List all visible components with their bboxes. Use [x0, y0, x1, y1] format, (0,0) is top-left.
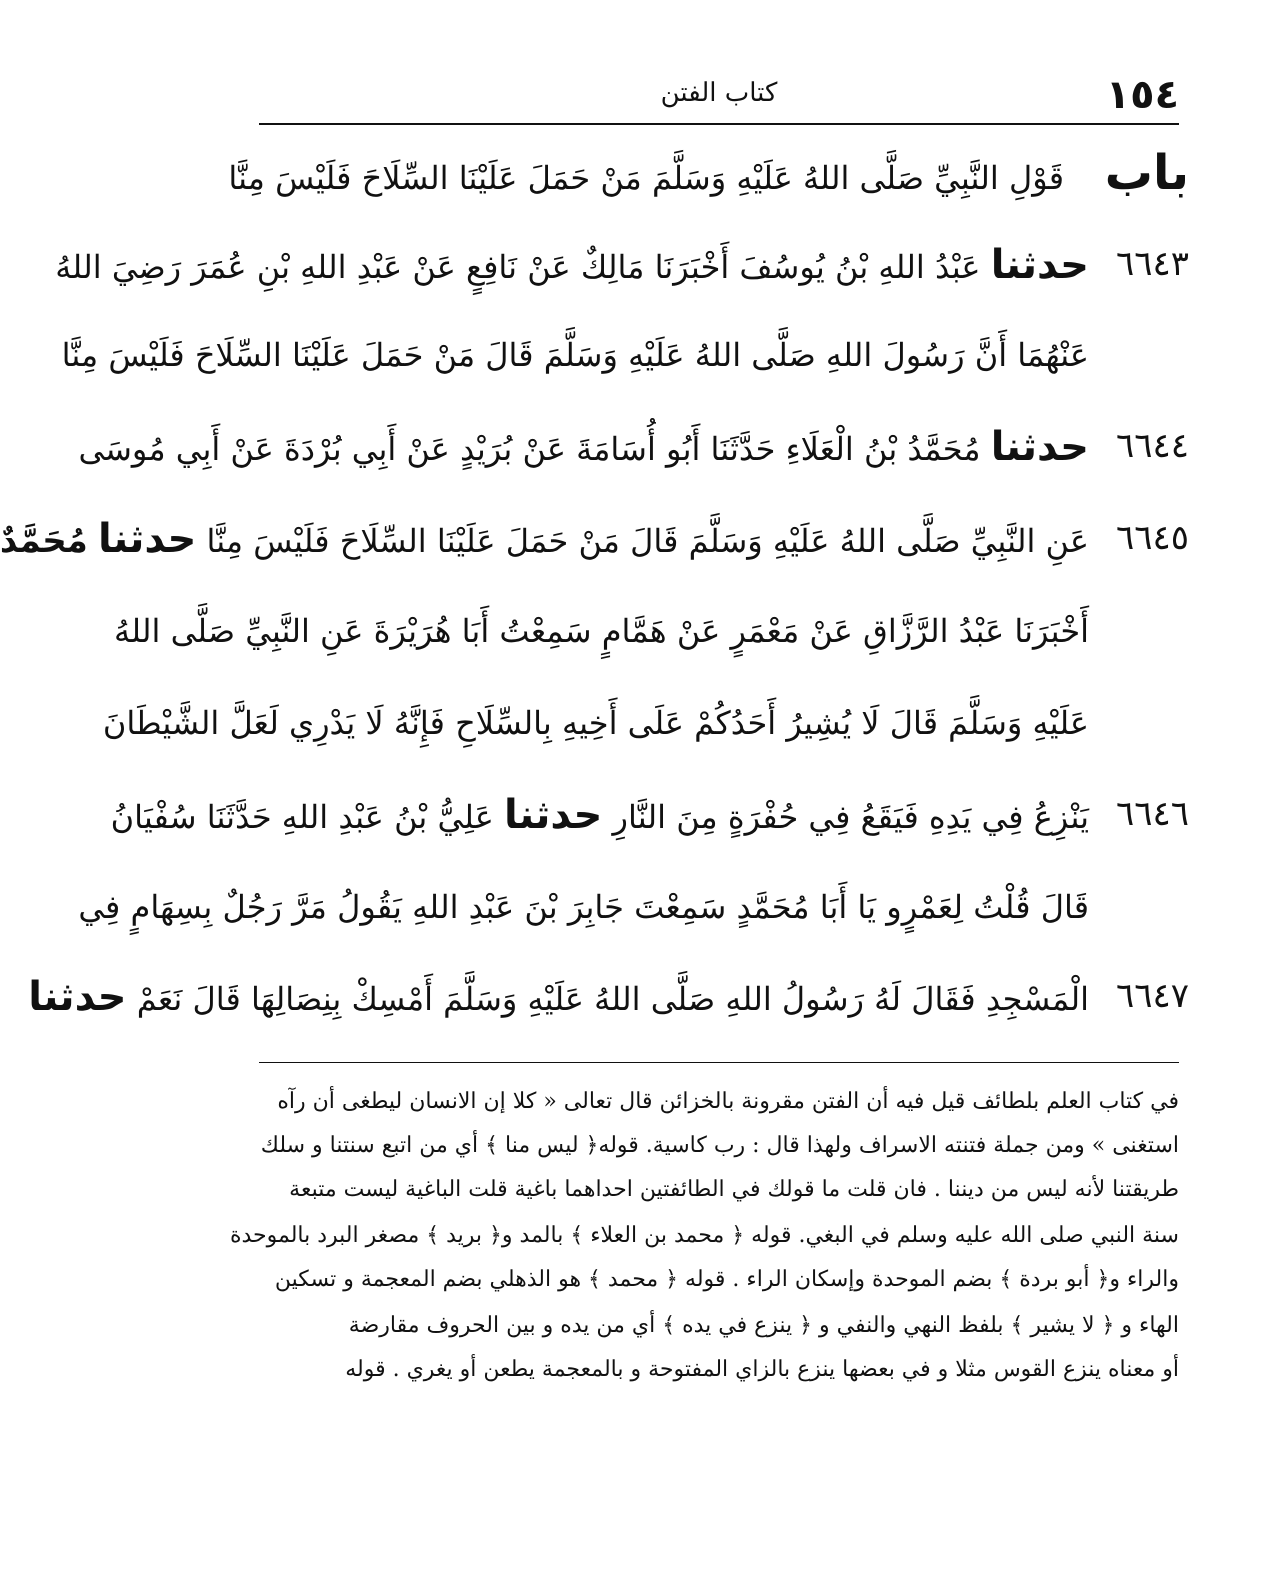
chapter-title: قَوْلِ النَّبِيِّ صَلَّى اللهُ عَلَيْهِ وَسَلَّمَ مَنْ حَمَلَ عَلَيْنَا السِّلَاحَ فَلَيْسَ مِنَّا	[228, 159, 1065, 197]
footnote-line: والراء و﴿ أبو بردة ﴾ بضم الموحدة وإسكان الراء . قوله ﴿ محمد ﴾ هو الذهلي بضم المعجمة و تسكين	[274, 1267, 1179, 1292]
haddathana-word: حدثنا	[28, 974, 127, 1020]
hadith-number: ٦٦٤٦	[1115, 794, 1189, 834]
hadith-line	[55, 232, 1189, 302]
running-title: كتاب الفتن	[660, 78, 778, 108]
haddathana-word: حدثنا	[98, 516, 197, 562]
hadith-number: ٦٦٤٥	[1115, 518, 1189, 558]
hadith-line	[28, 964, 1189, 1034]
header-rule	[259, 123, 1179, 125]
hadith-line	[114, 598, 1189, 668]
isnad-text: عَلِيُّ بْنُ عَبْدِ اللهِ حَدَّثَنَا سُفْيَانُ	[110, 798, 494, 836]
haddathana-word: حدثنا	[990, 424, 1089, 470]
hadith-number: ٦٦٤٧	[1115, 976, 1189, 1016]
footnote-line: طريقتنا لأنه ليس من ديننا . فان قلت ما قولك في الطائفتين احداهما باغية قلت الباغية ليست متبعة	[289, 1177, 1179, 1202]
hadith-number: ٦٦٤٣	[1115, 244, 1189, 284]
hadith-text: أَخْبَرَنَا عَبْدُ الرَّزَّاقِ عَنْ مَعْمَرٍ عَنْ هَمَّامٍ سَمِعْتُ أَبَا هُرَيْرَةَ عَنِ النَّبِيِّ صَلَّى اللهُ	[114, 612, 1089, 650]
footnote-line: استغنى » ومن جملة فتنته الاسراف ولهذا قال : رب كاسية. قوله﴿ ليس منا ﴾ أي من اتبع سنتنا و سلك	[260, 1133, 1179, 1158]
hadith-text	[78, 422, 1089, 474]
footnote-line: الهاء و ﴿ لا يشير ﴾ بلفظ النهي والنفي و ﴿ ينزع في يده ﴾ أي من يده و بين الحروف مقارضة	[348, 1313, 1179, 1338]
isnad-text: مُحَمَّدُ بْنُ الْعَلَاءِ حَدَّثَنَا أَبُو أُسَامَةَ عَنْ بُرَيْدٍ عَنْ أَبِي بُرْدَةَ عَنْ أَبِي مُوسَى	[78, 430, 981, 468]
matn-text: الْمَسْجِدِ فَقَالَ لَهُ رَسُولُ اللهِ صَلَّى اللهُ عَلَيْهِ وَسَلَّمَ أَمْسِكْ بِنِصَالِهَا قَالَ نَعَمْ	[136, 980, 1089, 1018]
footnote-separator	[259, 1062, 1179, 1063]
matn-text: عَنِ النَّبِيِّ صَلَّى اللهُ عَلَيْهِ وَسَلَّمَ قَالَ مَنْ حَمَلَ عَلَيْنَا السِّلَاحَ فَلَيْسَ مِنَّا	[206, 522, 1089, 560]
hadith-line	[78, 874, 1189, 944]
hadith-text	[0, 514, 1089, 566]
page-number: ١٥٤	[1105, 72, 1179, 118]
hadith-text: عَنْهُمَا أَنَّ رَسُولَ اللهِ صَلَّى اللهُ عَلَيْهِ وَسَلَّمَ قَالَ مَنْ حَمَلَ عَلَيْنَا السِّلَاحَ فَلَيْسَ مِنَّا	[61, 336, 1089, 374]
chapter-heading-text	[228, 145, 1189, 203]
chapter-heading-line	[228, 140, 1189, 210]
haddathana-word: حدثنا	[504, 792, 603, 838]
hadith-text	[55, 240, 1089, 292]
footnote-line: في كتاب العلم بلطائف قيل فيه أن الفتن مقرونة بالخزائن قال تعالى « كلا إن الانسان ليطغى أن رآه	[277, 1089, 1179, 1114]
haddathana-word: حدثنا	[990, 242, 1089, 288]
hadith-line	[61, 322, 1189, 392]
hadith-number: ٦٦٤٤	[1115, 426, 1189, 466]
hadith-line	[78, 414, 1189, 484]
hadith-line	[110, 782, 1189, 852]
hadith-text: عَلَيْهِ وَسَلَّمَ قَالَ لَا يُشِيرُ أَحَدُكُمْ عَلَى أَخِيهِ بِالسِّلَاحِ فَإِنَّهُ لَا يَدْرِي لَعَلَّ الشَّيْطَانَ	[102, 704, 1089, 742]
matn-text: يَنْزِعُ فِي يَدِهِ فَيَقَعُ فِي حُفْرَةٍ مِنَ النَّارِ	[612, 798, 1089, 836]
footnote-line: أو معناه ينزع القوس مثلا و في بعضها ينزع بالزاي المفتوحة و بالمعجمة يطعن أو يغري . قوله	[345, 1357, 1179, 1382]
narrator-name: مُحَمَّدٌ	[0, 521, 88, 561]
hadith-text	[110, 790, 1089, 842]
page-header	[259, 70, 1179, 122]
footnote-line: سنة النبي صلى الله عليه وسلم في البغي. قوله ﴿ محمد بن العلاء ﴾ بالمد و﴿ بريد ﴾ مصغر البرد بالموحدة	[229, 1223, 1179, 1248]
hadith-text: قَالَ قُلْتُ لِعَمْرٍو يَا أَبَا مُحَمَّدٍ سَمِعْتَ جَابِرَ بْنَ عَبْدِ اللهِ يَقُولُ مَرَّ رَجُلٌ بِسِهَامٍ فِي	[78, 888, 1089, 926]
hadith-line	[102, 690, 1189, 760]
bab-heading: باب	[1104, 145, 1189, 201]
isnad-text: عَبْدُ اللهِ بْنُ يُوسُفَ أَخْبَرَنَا مَالِكٌ عَنْ نَافِعٍ عَنْ عَبْدِ اللهِ بْنِ عُمَرَ رَضِيَ اللهُ	[55, 248, 981, 286]
hadith-line	[0, 506, 1189, 576]
hadith-text	[28, 972, 1089, 1024]
